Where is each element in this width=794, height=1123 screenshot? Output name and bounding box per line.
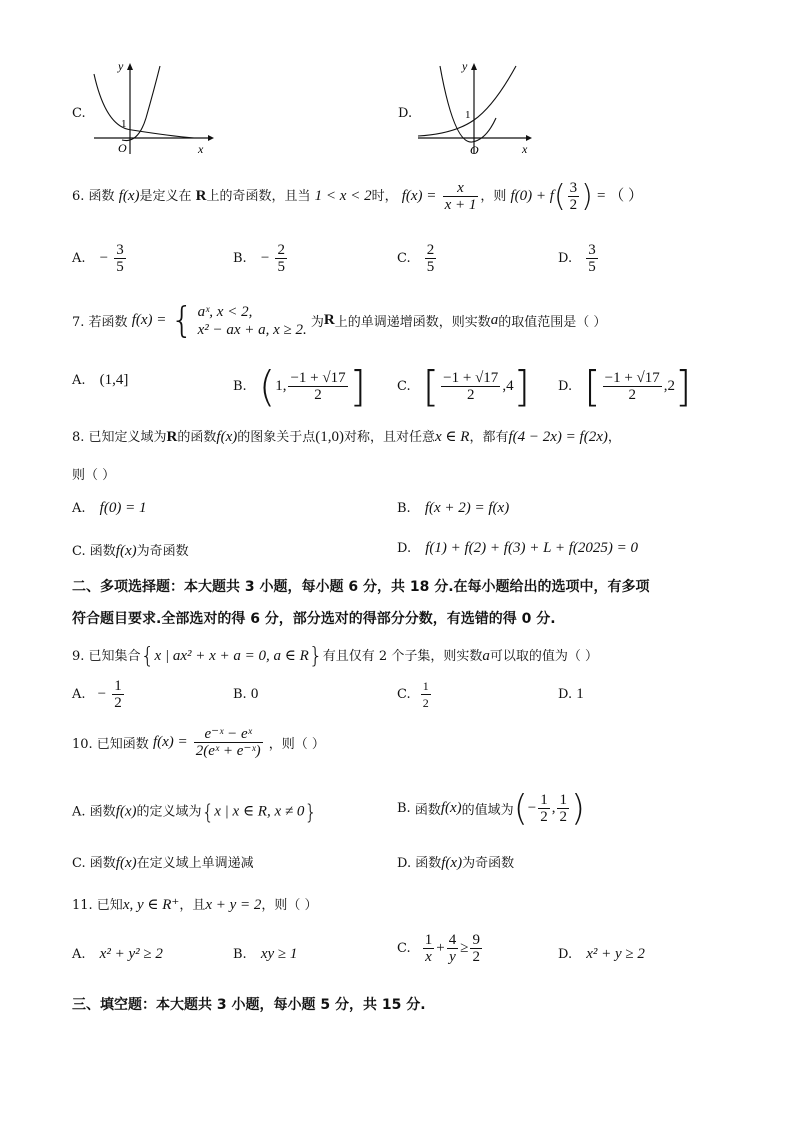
q11-stem: 11. 已知x, y ∈ R⁺，且x + y = 2，则（ ） <box>72 897 318 913</box>
graph-d-one: 1 <box>465 109 471 121</box>
graph-d-x-label: x <box>522 142 528 156</box>
q6-option-b[interactable]: B. − $\frac{2}{5}$ <box>233 242 285 275</box>
q11-option-a[interactable]: A. x² + y² ≥ 2 <box>72 946 163 962</box>
q10-option-d[interactable]: D. 函数f(x)为奇函数 <box>397 855 515 871</box>
q8-stem-line2: 则（ ） <box>72 468 116 483</box>
q9-option-c[interactable]: C. $\frac{1}{2}$ <box>397 679 429 710</box>
q7-option-a[interactable]: A. (1,4] <box>72 372 129 388</box>
q8-option-a[interactable]: A. f(0) = 1 <box>72 500 147 516</box>
q8-option-b[interactable]: B. f(x + 2) = f(x) <box>397 500 510 516</box>
q11-option-d[interactable]: D. x² + y ≥ 2 <box>558 946 645 962</box>
q7-stem: 7. 若函数 f(x) = { aˣ, x < 2, x² − ax + a, x ≥ 2. 为R上的单调递增函数，则实数a的取值范围是（ ） <box>72 300 607 341</box>
q7-option-c[interactable]: C. [ $\frac{-1 + √17}{2}$ ,4] <box>397 362 530 411</box>
q9-stem: 9. 已知集合{x | ax² + x + a = 0, a ∈ R}有且仅有 2 个子集，则实数a可以取的值为（ ） <box>72 644 598 669</box>
graph-c-x-label: x <box>198 142 204 156</box>
q8-stem: 8. 已知定义域为R的函数f(x)的图象关于点(1,0)对称，且对任意x ∈ R，都有f(4 − 2x) = f(2x)， <box>72 429 621 445</box>
q10-stem: 10. 已知函数 f(x) = $\frac{\text{e⁻ˣ − eˣ}}{\text{2(eˣ + e⁻ˣ)}}$ ，则（ ） <box>72 726 325 759</box>
q5-graph-c <box>90 58 220 158</box>
q5-graph-d <box>414 58 544 158</box>
q6-option-a[interactable]: A. − $\frac{3}{5}$ <box>72 242 124 275</box>
q11-option-b[interactable]: B. xy ≥ 1 <box>233 946 298 962</box>
q6-option-d[interactable]: D. $\frac{3}{5}$ <box>558 242 596 275</box>
q7-option-b[interactable]: B. (1, $\frac{-1 + √17}{2}$ ] <box>233 362 367 411</box>
q9-option-b[interactable]: B. 0 <box>233 686 259 702</box>
graph-c-y-label: y <box>118 59 124 73</box>
q10-option-a[interactable]: A. 函数f(x)的定义域为{x | x ∈ R, x ≠ 0} <box>72 800 318 824</box>
q7-option-d[interactable]: D. [ $\frac{-1 + √17}{2}$ ,2] <box>558 362 692 411</box>
graph-c-origin: O <box>118 141 127 155</box>
q10-option-b[interactable]: B. 函数f(x)的值域为(− $\frac{1}{2}$ , $\frac{1}{2}$ ) <box>397 788 585 829</box>
section-2-heading-line1: 二、多项选择题：本大题共 3 小题，每小题 6 分，共 18 分.在每小题给出的选项中，有多项 <box>72 579 650 595</box>
q9-option-a[interactable]: A. − $\frac{1}{2}$ <box>72 678 122 711</box>
q6-option-c[interactable]: C. $\frac{2}{5}$ <box>397 242 435 275</box>
graph-d-y-label: y <box>462 59 468 73</box>
graph-c-one: 1 <box>121 118 127 130</box>
q10-option-c[interactable]: C. 函数f(x)在定义域上单调递减 <box>72 855 254 871</box>
graph-d-origin: O <box>470 143 479 157</box>
q5-option-d-letter: D. <box>398 106 413 121</box>
q8-option-c[interactable]: C. 函数f(x)为奇函数 <box>72 543 189 559</box>
section-3-heading: 三、填空题：本大题共 3 小题，每小题 5 分，共 15 分. <box>72 997 426 1013</box>
q6-stem: 6. 函数 f(x)是定义在 R上的奇函数，且当 1 < x < 2时， f(x) = $\frac{x}{x + 1}$ ，则 f(0) + f( $\frac{3}{2}$ ) = （ ） <box>72 178 643 214</box>
q11-option-c[interactable]: C. $\frac{1}{x}$ + $\frac{4}{y}$ ≥ $\frac{9}{2}$ <box>397 932 480 965</box>
q8-option-d[interactable]: D. f(1) + f(2) + f(3) + L + f(2025) = 0 <box>397 540 639 556</box>
section-2-heading-line2: 符合题目要求.全部选对的得 6 分，部分选对的得部分分数，有选错的得 0 分. <box>72 611 556 627</box>
q9-option-d[interactable]: D. 1 <box>558 686 584 702</box>
q5-option-c-letter: C. <box>72 106 86 121</box>
